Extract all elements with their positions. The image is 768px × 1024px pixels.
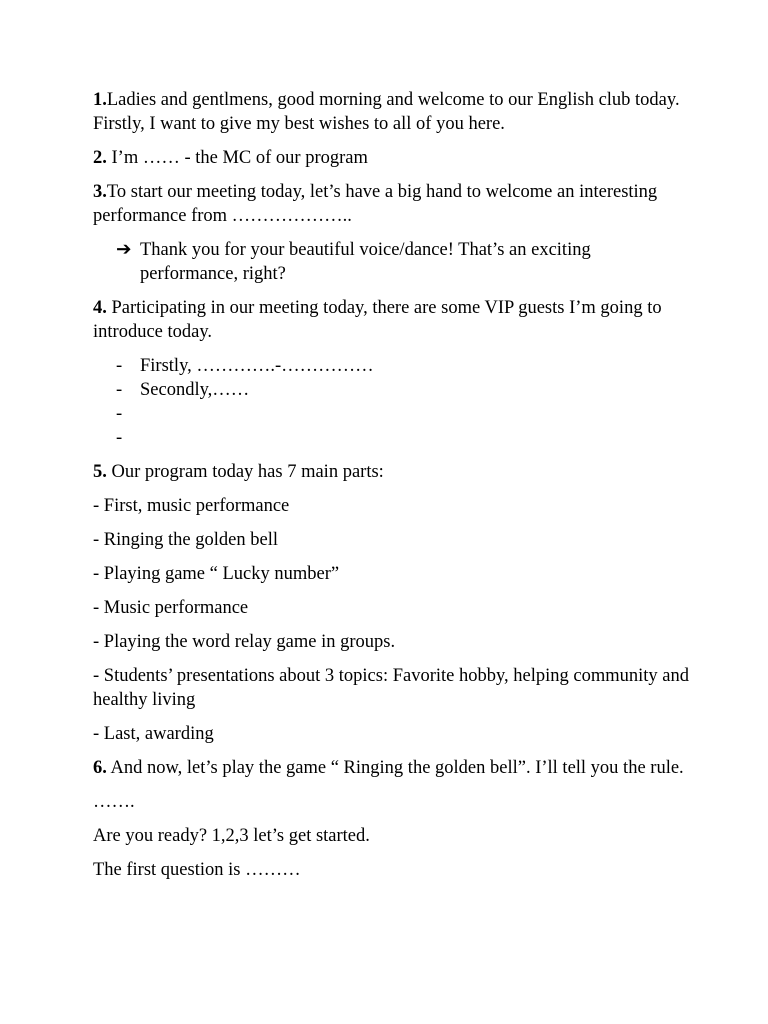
program-part: - Students’ presentations about 3 topics: Favorite hobby, helping community and healthy living	[93, 666, 690, 710]
paragraph-text: And now, let’s play the game “ Ringing the golden bell”. I’ll tell you the rule.	[106, 758, 684, 778]
guest-list	[93, 354, 693, 450]
list-item	[93, 378, 693, 402]
dash-bullet: -	[116, 404, 123, 424]
paragraph-2	[93, 146, 693, 170]
list-item-text: Secondly,……	[140, 380, 250, 400]
program-part: - Playing game “ Lucky number”	[93, 564, 340, 584]
list-item	[93, 354, 693, 378]
document-body	[93, 88, 693, 892]
paragraph-3	[93, 180, 693, 228]
section-number: 2.	[93, 148, 107, 168]
paragraph-text: I’m …… - the MC of our program	[106, 148, 368, 168]
program-part: - Ringing the golden bell	[93, 530, 278, 550]
section-number: 1.	[93, 90, 107, 110]
section-number: 4.	[93, 298, 107, 318]
dash-bullet: -	[116, 380, 123, 400]
list-item	[93, 426, 693, 450]
paragraph-text: Participating in our meeting today, there are some VIP guests I’m going to introduce today.	[93, 298, 662, 342]
dash-bullet: -	[116, 428, 123, 448]
arrow-item	[93, 238, 693, 286]
section-number: 5.	[93, 462, 107, 482]
program-part: - First, music performance	[93, 496, 290, 516]
list-item-text: Firstly, ………….-……………	[140, 356, 374, 376]
section-number: 3.	[93, 182, 107, 202]
arrow-item-text: Thank you for your beautiful voice/dance! That’s an exciting performance, right?	[140, 240, 591, 284]
first-question-line: The first question is ………	[93, 860, 301, 880]
program-part: - Playing the word relay game in groups.	[93, 632, 396, 652]
paragraph-6	[93, 756, 693, 780]
paragraph-5	[93, 460, 693, 484]
ready-line: Are you ready? 1,2,3 let’s get started.	[93, 826, 370, 846]
paragraph-4	[93, 296, 693, 344]
paragraph-text: Ladies and gentlmens, good morning and welcome to our English club today. Firstly, I want to give my best wishes to all of you here.	[93, 90, 680, 134]
paragraph-1	[93, 88, 693, 136]
dash-bullet: -	[116, 356, 123, 376]
program-part: - Last, awarding	[93, 724, 214, 744]
list-item	[93, 402, 693, 426]
ellipsis-line: …….	[93, 792, 135, 812]
section-number: 6.	[93, 758, 107, 778]
program-part: - Music performance	[93, 598, 249, 618]
paragraph-text: To start our meeting today, let’s have a big hand to welcome an interesting performance from ………………..	[93, 182, 658, 226]
right-arrow-icon: ➔	[116, 240, 132, 260]
paragraph-text: Our program today has 7 main parts:	[106, 462, 384, 482]
